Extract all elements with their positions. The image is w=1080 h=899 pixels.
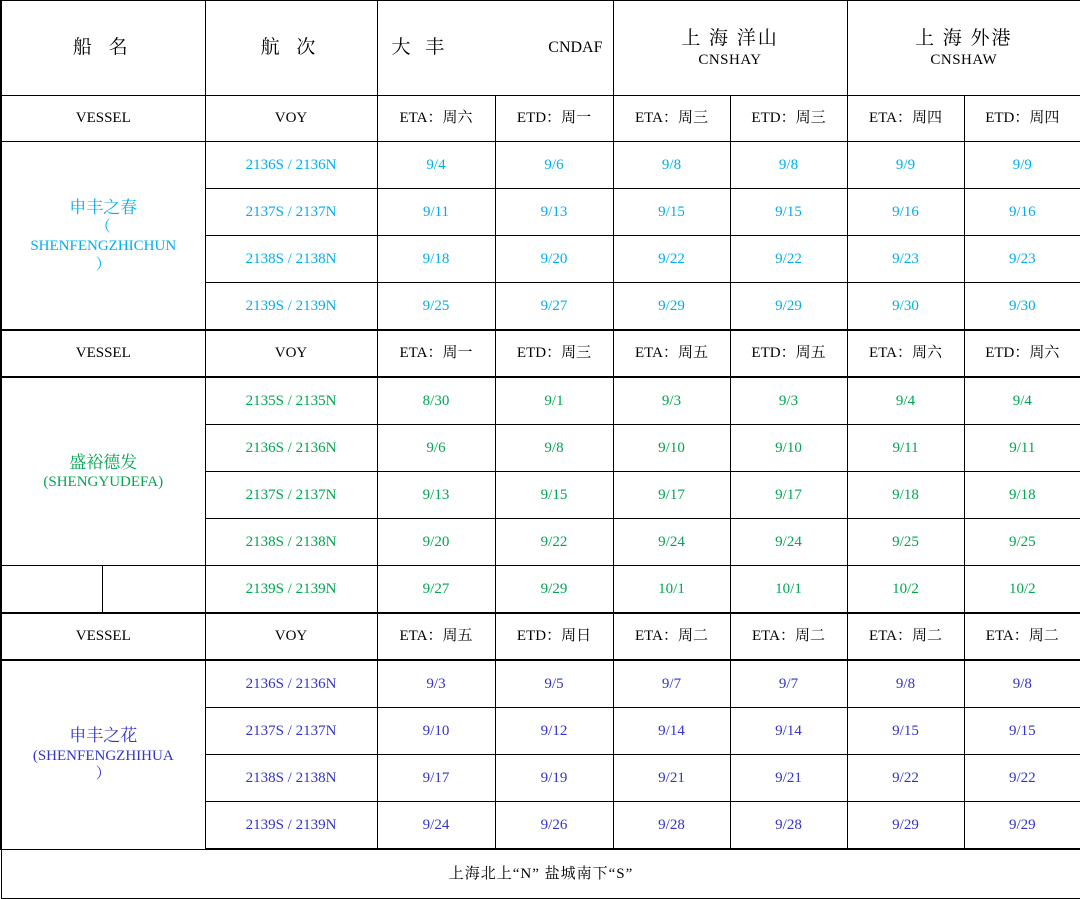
date-cell: 9/24: [730, 519, 847, 566]
date-cell: 9/6: [495, 142, 613, 189]
label-eta-cell: ETA：周四: [847, 96, 964, 142]
date-cell: 9/14: [730, 708, 847, 755]
cell-divider: [102, 566, 103, 612]
date-cell: 9/21: [613, 755, 730, 802]
footer-note: 上海北上“N” 盐城南下“S”: [1, 849, 1080, 899]
vessel-name-en: (SHENGYUDEFA): [43, 473, 164, 490]
date-cell: 9/16: [847, 189, 964, 236]
label-eta-cell: ETA：周一: [377, 330, 495, 377]
date-cell: 10/1: [613, 566, 730, 614]
date-cell: 9/4: [847, 377, 964, 425]
date-cell: 9/15: [730, 189, 847, 236]
header-port-yangshan-en: CNSHAY: [698, 51, 762, 68]
date-cell: 9/20: [377, 519, 495, 566]
header-port-waigang-en: CNSHAW: [930, 51, 998, 68]
block-label-row: [1, 96, 1080, 142]
date-cell: 9/27: [377, 566, 495, 614]
header-voy-cell: [205, 1, 377, 96]
table-header-row: [1, 1, 1080, 96]
date-cell: 9/29: [847, 802, 964, 850]
date-cell: 9/8: [495, 425, 613, 472]
vessel-name-paren-close: ）: [95, 256, 111, 273]
label-vessel: VESSEL: [1, 613, 205, 660]
voy-cell: 2139S / 2139N: [205, 802, 377, 850]
voy-cell: 2137S / 2137N: [205, 472, 377, 519]
date-cell: 9/9: [964, 142, 1080, 189]
date-cell: 9/17: [377, 755, 495, 802]
date-cell: 9/18: [964, 472, 1080, 519]
header-port-waigang: [847, 1, 1080, 96]
label-voy: VOY: [205, 96, 377, 142]
date-cell: 9/28: [613, 802, 730, 850]
vessel-name-cn: 申丰之春: [69, 197, 138, 217]
date-cell: 9/10: [730, 425, 847, 472]
label-eta-cell: ETA：周二: [847, 613, 964, 660]
date-cell: 9/15: [847, 708, 964, 755]
date-cell: 9/12: [495, 708, 613, 755]
vessel-name-spacer-cell: [1, 566, 205, 614]
voy-cell: 2139S / 2139N: [205, 566, 377, 614]
vessel-name-paren-close: ）: [95, 766, 111, 783]
voy-cell: 2135S / 2135N: [205, 377, 377, 425]
voy-cell: 2136S / 2136N: [205, 425, 377, 472]
table-row: [1, 660, 1080, 708]
date-cell: 9/24: [377, 802, 495, 850]
vessel-name-paren-open: （: [95, 219, 111, 235]
date-cell: 9/15: [964, 708, 1080, 755]
date-cell: 9/1: [495, 377, 613, 425]
date-cell: 10/2: [847, 566, 964, 614]
date-cell: 9/10: [613, 425, 730, 472]
vessel-name-cn: 盛裕德发: [69, 452, 138, 472]
header-port-yangshan: [613, 1, 847, 96]
date-cell: 9/28: [730, 802, 847, 850]
label-eta-cell: ETA：周五: [377, 613, 495, 660]
voy-cell: 2139S / 2139N: [205, 283, 377, 331]
date-cell: 9/30: [964, 283, 1080, 331]
date-cell: 9/30: [847, 283, 964, 331]
label-eta-cell: ETA：周三: [613, 96, 730, 142]
date-cell: 9/14: [613, 708, 730, 755]
date-cell: 9/3: [730, 377, 847, 425]
label-voy: VOY: [205, 330, 377, 377]
header-port-yangshan-cn: 上 海 洋山: [681, 27, 779, 49]
vessel-name-cell: [1, 142, 205, 331]
date-cell: 9/19: [495, 755, 613, 802]
label-eta-cell: ETA：周二: [964, 613, 1080, 660]
date-cell: 9/20: [495, 236, 613, 283]
date-cell: 9/13: [377, 472, 495, 519]
label-etd-cell: ETD：周日: [495, 613, 613, 660]
header-vessel-label: 船 名: [72, 37, 134, 59]
date-cell: 9/8: [847, 660, 964, 708]
voy-cell: 2138S / 2138N: [205, 755, 377, 802]
label-voy: VOY: [205, 613, 377, 660]
voy-cell: 2137S / 2137N: [205, 708, 377, 755]
date-cell: 9/22: [964, 755, 1080, 802]
date-cell: 9/11: [377, 189, 495, 236]
date-cell: 9/23: [964, 236, 1080, 283]
voy-cell: 2138S / 2138N: [205, 519, 377, 566]
date-cell: 9/4: [964, 377, 1080, 425]
date-cell: 9/22: [613, 236, 730, 283]
date-cell: 9/22: [730, 236, 847, 283]
date-cell: 9/3: [377, 660, 495, 708]
date-cell: 9/8: [730, 142, 847, 189]
date-cell: 9/8: [613, 142, 730, 189]
date-cell: 9/23: [847, 236, 964, 283]
date-cell: 9/16: [964, 189, 1080, 236]
header-port-dafeng-cn: 大 丰: [391, 37, 450, 59]
vessel-name-en: SHENFENGZHICHUN: [30, 237, 177, 254]
vessel-name-cell: [1, 377, 205, 566]
date-cell: 9/15: [613, 189, 730, 236]
block-label-row: [1, 613, 1080, 660]
date-cell: 9/25: [377, 283, 495, 331]
date-cell: 9/17: [613, 472, 730, 519]
header-port-dafeng-en: CNDAF: [548, 39, 603, 56]
date-cell: 9/26: [495, 802, 613, 850]
header-port-waigang-cn: 上 海 外港: [915, 27, 1013, 49]
date-cell: 9/25: [964, 519, 1080, 566]
date-cell: 9/9: [847, 142, 964, 189]
label-etd-cell: ETD：周五: [730, 330, 847, 377]
label-eta-cell: ETA：周二: [613, 613, 730, 660]
date-cell: 9/11: [964, 425, 1080, 472]
date-cell: 9/7: [613, 660, 730, 708]
voy-cell: 2136S / 2136N: [205, 660, 377, 708]
vessel-name-en: (SHENFENGZHIHUA: [32, 747, 174, 764]
date-cell: 9/6: [377, 425, 495, 472]
label-eta-cell: ETA：周二: [730, 613, 847, 660]
header-vessel-cell: [1, 1, 205, 96]
date-cell: 9/29: [964, 802, 1080, 850]
label-eta-cell: ETA：周五: [613, 330, 730, 377]
date-cell: 8/30: [377, 377, 495, 425]
footer-row: [1, 849, 1080, 899]
date-cell: 9/10: [377, 708, 495, 755]
date-cell: 9/22: [847, 755, 964, 802]
label-etd-cell: ETD：周三: [730, 96, 847, 142]
date-cell: 9/18: [377, 236, 495, 283]
label-etd-cell: ETD：周三: [495, 330, 613, 377]
date-cell: 9/29: [495, 566, 613, 614]
label-vessel: VESSEL: [1, 96, 205, 142]
label-etd-cell: ETD：周四: [964, 96, 1080, 142]
label-eta-cell: ETA：周六: [377, 96, 495, 142]
date-cell: 9/3: [613, 377, 730, 425]
label-vessel: VESSEL: [1, 330, 205, 377]
date-cell: 9/29: [613, 283, 730, 331]
block-label-row: [1, 330, 1080, 377]
label-etd-cell: ETD：周一: [495, 96, 613, 142]
voy-cell: 2136S / 2136N: [205, 142, 377, 189]
date-cell: 9/17: [730, 472, 847, 519]
date-cell: 9/21: [730, 755, 847, 802]
vessel-name-cn: 申丰之花: [69, 726, 138, 746]
table-row: [1, 377, 1080, 425]
date-cell: 9/4: [377, 142, 495, 189]
label-eta-cell: ETA：周六: [847, 330, 964, 377]
date-cell: 9/5: [495, 660, 613, 708]
date-cell: 9/13: [495, 189, 613, 236]
date-cell: 9/25: [847, 519, 964, 566]
date-cell: 9/7: [730, 660, 847, 708]
date-cell: 9/18: [847, 472, 964, 519]
date-cell: 9/24: [613, 519, 730, 566]
vessel-name-cell: [1, 660, 205, 849]
table-row: [1, 142, 1080, 189]
date-cell: 9/22: [495, 519, 613, 566]
date-cell: 9/15: [495, 472, 613, 519]
date-cell: 9/27: [495, 283, 613, 331]
header-port-dafeng: [377, 1, 613, 96]
voy-cell: 2138S / 2138N: [205, 236, 377, 283]
header-voy-label: 航 次: [260, 37, 322, 59]
date-cell: 9/11: [847, 425, 964, 472]
date-cell: 9/8: [964, 660, 1080, 708]
table-row: [1, 566, 1080, 614]
voy-cell: 2137S / 2137N: [205, 189, 377, 236]
label-etd-cell: ETD：周六: [964, 330, 1080, 377]
date-cell: 10/2: [964, 566, 1080, 614]
date-cell: 9/29: [730, 283, 847, 331]
date-cell: 10/1: [730, 566, 847, 614]
